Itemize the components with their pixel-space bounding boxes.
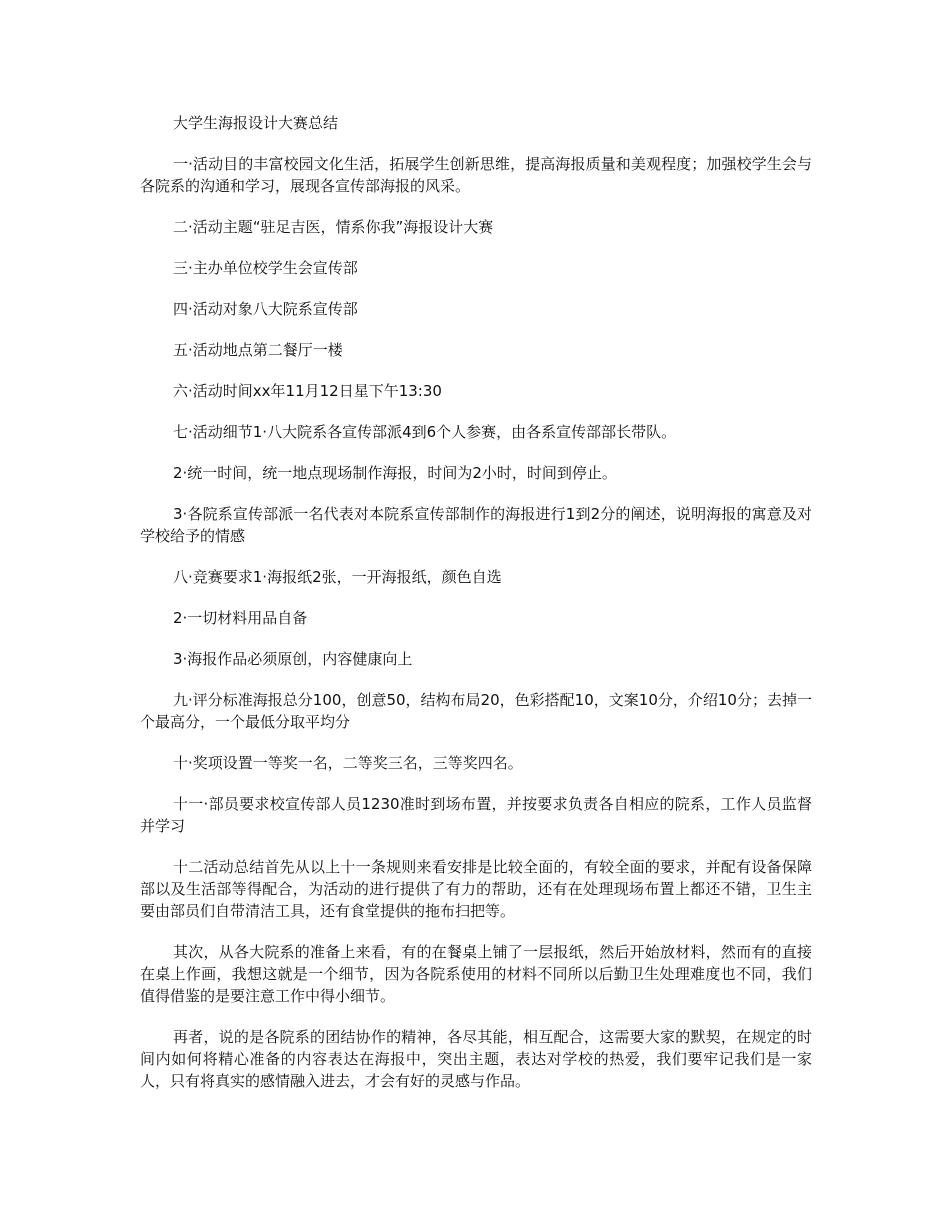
paragraph-theme: 二·活动主题“驻足吉医，情系你我”海报设计大赛 bbox=[173, 218, 494, 236]
paragraph-staff: 十一·部员要求校宣传部人员1230准时到场布置，并按要求负责各自相应的院系，工作人员监督并学习 bbox=[140, 795, 812, 835]
paragraph-requirements-1: 八·竞赛要求1·海报纸2张，一开海报纸，颜色自选 bbox=[173, 568, 502, 586]
paragraph-time: 六·活动时间xx年11月12日星下午13:30 bbox=[173, 382, 442, 400]
paragraph-organizer: 三·主办单位校学生会宣传部 bbox=[173, 259, 358, 277]
paragraph-participants: 四·活动对象八大院系宣传部 bbox=[173, 300, 358, 318]
paragraph-scoring: 九·评分标准海报总分100，创意50，结构布局20，色彩搭配10，文案10分，介绍10分；去掉一个最高分，一个最低分取平均分 bbox=[140, 691, 812, 731]
paragraph-details-1: 七·活动细节1·八大院系各宣传部派4到6个人参赛，由各系宣传部部长带队。 bbox=[173, 423, 677, 441]
paragraph-summary: 十二活动总结首先从以上十一条规则来看安排是比较全面的，有较全面的要求，并配有设备保障部以及生活部等得配合，为活动的进行提供了有力的帮助，还有在处理现场布置上都还不错，卫生主要由部员们自带清洁工具，还有食堂提供的拖布扫把等。 bbox=[140, 858, 812, 920]
paragraph-requirements-2: 2·一切材料用品自备 bbox=[173, 609, 308, 627]
document-body bbox=[140, 112, 812, 1111]
paragraph-purpose: 一·活动目的丰富校园文化生活，拓展学生创新思维，提高海报质量和美观程度；加强校学生会与各院系的沟通和学习，展现各宣传部海报的风采。 bbox=[140, 155, 812, 195]
paragraph-details-3: 3·各院系宣传部派一名代表对本院系宣传部制作的海报进行1到2分的阐述，说明海报的寓意及对学校给予的情感 bbox=[140, 505, 812, 545]
paragraph-furthermore: 再者，说的是各院系的团结协作的精神，各尽其能，相互配合，这需要大家的默契，在规定的时间内如何将精心准备的内容表达在海报中，突出主题，表达对学校的热爱，我们要牢记我们是一家人，只有将真实的感情融入进去，才会有好的灵感与作品。 bbox=[140, 1028, 812, 1090]
paragraph-details-2: 2·统一时间，统一地点现场制作海报，时间为2小时，时间到停止。 bbox=[173, 464, 617, 482]
paragraph-requirements-3: 3·海报作品必须原创，内容健康向上 bbox=[173, 650, 413, 668]
paragraph-awards: 十·奖项设置一等奖一名，二等奖三名，三等奖四名。 bbox=[173, 754, 523, 772]
document-title: 大学生海报设计大赛总结 bbox=[173, 114, 339, 132]
paragraph-secondly: 其次，从各大院系的准备上来看，有的在餐桌上铺了一层报纸，然后开始放材料，然而有的直接在桌上作画，我想这就是一个细节，因为各院系使用的材料不同所以后勤卫生处理难度也不同，我们值得借鉴的是要注意工作中得小细节。 bbox=[140, 943, 812, 1005]
paragraph-location: 五·活动地点第二餐厅一楼 bbox=[173, 341, 343, 359]
